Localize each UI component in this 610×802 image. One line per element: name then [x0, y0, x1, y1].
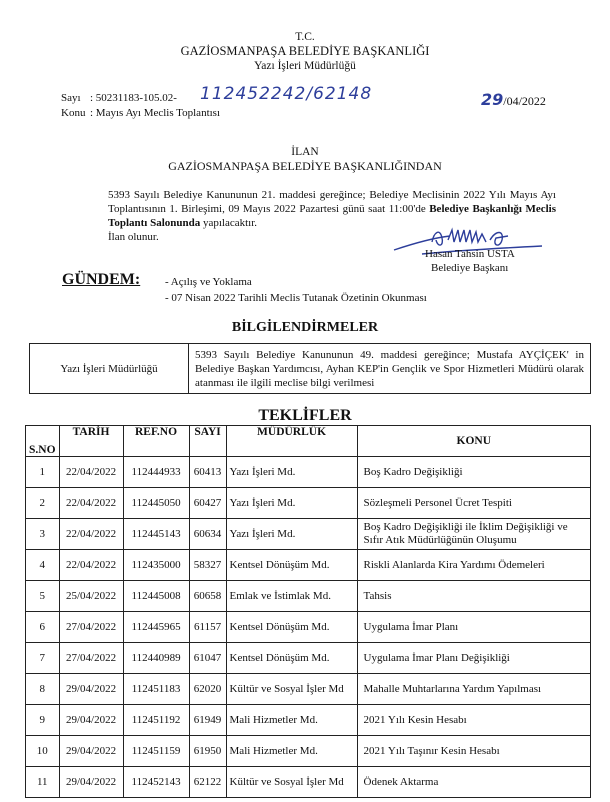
row-sno: 8 [26, 674, 60, 705]
row-konu: 2021 Yılı Taşınır Kesin Hesabı [357, 736, 590, 767]
bilgilendirmeler-table [29, 343, 591, 394]
ilan-closing: İlan olunur. [108, 231, 159, 243]
table-row [26, 488, 591, 519]
konu-label: Konu [61, 107, 86, 119]
row-refno: 112435000 [123, 550, 189, 581]
table-row [26, 767, 591, 798]
row-tarih: 29/04/2022 [59, 705, 123, 736]
row-refno: 112451183 [123, 674, 189, 705]
table-row [26, 674, 591, 705]
row-refno: 112445965 [123, 612, 189, 643]
sayi-value: : 50231183-105.02- [90, 92, 177, 104]
row-sayi: 58327 [189, 550, 226, 581]
date-handwritten-day: 29 [481, 90, 504, 109]
header-dept: Yazı İşleri Müdürlüğü [254, 60, 356, 72]
row-konu: Ödenek Aktarma [357, 767, 590, 798]
row-tarih: 29/04/2022 [59, 674, 123, 705]
row-tarih: 27/04/2022 [59, 643, 123, 674]
row-mudurluk: Mali Hizmetler Md. [226, 736, 357, 767]
gundem-label: GÜNDEM: [62, 271, 141, 288]
row-konu: Boş Kadro Değişikliği [357, 457, 590, 488]
signature-name: Hasan Tahsin USTA [425, 248, 515, 260]
row-sayi: 62122 [189, 767, 226, 798]
row-mudurluk: Kentsel Dönüşüm Md. [226, 550, 357, 581]
gundem-item-2: - 07 Nisan 2022 Tarihli Meclis Tutanak Özetinin Okunması [165, 292, 427, 304]
col-sayi: SAYI [189, 426, 226, 457]
bilgilendirme-text: 5393 Sayılı Belediye Kanununun 49. maddesi gereğince; Mustafa AYÇİÇEK' in Belediye Başkan Yardımcısı, Ayhan KEP'in Gençlik ve Spor Hizmetleri Müdürü olarak atanması ile ilgili meclise bilgi verilmesi [189, 344, 591, 394]
date-line [481, 90, 546, 109]
row-sayi: 60634 [189, 519, 226, 550]
teklifler-table [25, 425, 591, 798]
col-refno: REF.NO [123, 426, 189, 457]
table-row [26, 457, 591, 488]
col-mudurluk: MÜDÜRLÜK [226, 426, 357, 457]
table-row [26, 612, 591, 643]
ilan-subtitle: GAZİOSMANPAŞA BELEDİYE BAŞKANLIĞINDAN [168, 159, 442, 173]
teklifler-header-row [26, 426, 591, 457]
row-refno: 112445143 [123, 519, 189, 550]
row-konu: Mahalle Muhtarlarına Yardım Yapılması [357, 674, 590, 705]
row-sno: 3 [26, 519, 60, 550]
col-sno: S.NO [26, 426, 60, 457]
sayi-handwritten: 112452242/62148 [200, 84, 373, 104]
row-tarih: 29/04/2022 [59, 736, 123, 767]
gundem-item-1: - Açılış ve Yoklama [165, 276, 252, 288]
bilgilendirmeler-heading: BİLGİLENDİRMELER [231, 320, 379, 335]
row-konu: Riskli Alanlarda Kira Yardımı Ödemeleri [357, 550, 590, 581]
table-row [26, 519, 591, 550]
row-tarih: 22/04/2022 [59, 550, 123, 581]
signature-title: Belediye Başkanı [431, 262, 509, 274]
row-refno: 112444933 [123, 457, 189, 488]
row-sayi: 61047 [189, 643, 226, 674]
row-mudurluk: Yazı İşleri Md. [226, 519, 357, 550]
teklifler-heading: TEKLİFLER [258, 407, 352, 424]
row-refno: 112440989 [123, 643, 189, 674]
col-konu: KONU [357, 426, 590, 457]
row-refno: 112452143 [123, 767, 189, 798]
ilan-paragraph-b: yapılacaktır. [200, 217, 258, 229]
row-refno: 112451159 [123, 736, 189, 767]
row-sno: 2 [26, 488, 60, 519]
col-tarih: TARİH [59, 426, 123, 457]
header-org: GAZİOSMANPAŞA BELEDİYE BAŞKANLIĞI [180, 44, 430, 58]
row-sno: 7 [26, 643, 60, 674]
row-sayi: 62020 [189, 674, 226, 705]
row-sayi: 60427 [189, 488, 226, 519]
row-mudurluk: Mali Hizmetler Md. [226, 705, 357, 736]
row-sno: 10 [26, 736, 60, 767]
row-mudurluk: Kentsel Dönüşüm Md. [226, 643, 357, 674]
konu-value: : Mayıs Ayı Meclis Toplantısı [90, 107, 221, 119]
row-sayi: 61950 [189, 736, 226, 767]
bilgilendirme-dept: Yazı İşleri Müdürlüğü [30, 344, 189, 394]
bilgilendirme-row [30, 344, 591, 394]
row-sayi: 61949 [189, 705, 226, 736]
row-sayi: 60413 [189, 457, 226, 488]
header-tc: T.C. [295, 31, 315, 43]
row-sayi: 61157 [189, 612, 226, 643]
row-sno: 5 [26, 581, 60, 612]
row-sno: 11 [26, 767, 60, 798]
row-mudurluk: Yazı İşleri Md. [226, 457, 357, 488]
row-mudurluk: Emlak ve İstimlak Md. [226, 581, 357, 612]
table-row [26, 581, 591, 612]
row-refno: 112451192 [123, 705, 189, 736]
sayi-label: Sayı [61, 92, 81, 104]
row-sno: 6 [26, 612, 60, 643]
row-tarih: 29/04/2022 [59, 767, 123, 798]
row-sayi: 60658 [189, 581, 226, 612]
teklifler-body [26, 457, 591, 798]
ilan-paragraph-bold: Belediye Başkanlığı Meclis Toplantı Salonunda [108, 203, 557, 229]
row-tarih: 27/04/2022 [59, 612, 123, 643]
row-refno: 112445008 [123, 581, 189, 612]
table-row [26, 705, 591, 736]
row-mudurluk: Kültür ve Sosyal İşler Md [226, 767, 357, 798]
row-tarih: 25/04/2022 [59, 581, 123, 612]
row-konu: Boş Kadro Değişikliği ile İklim Değişikliği ve Sıfır Atık Müdürlüğünün Oluşumu [357, 519, 590, 550]
date-rest: /04/2022 [503, 94, 546, 108]
table-row [26, 736, 591, 767]
row-konu: Uygulama İmar Planı [357, 612, 590, 643]
row-mudurluk: Kültür ve Sosyal İşler Md [226, 674, 357, 705]
row-konu: 2021 Yılı Kesin Hesabı [357, 705, 590, 736]
row-konu: Sözleşmeli Personel Ücret Tespiti [357, 488, 590, 519]
row-tarih: 22/04/2022 [59, 519, 123, 550]
row-konu: Tahsis [357, 581, 590, 612]
ilan-paragraph-a: 5393 Sayılı Belediye Kanununun 21. maddesi gereğince; Belediye Meclisinin 2022 Yılı Mayıs Ayı Toplantısının 1. Birleşimi, 09 Mayıs 2022 Pazartesi günü saat 11:00'de [108, 189, 556, 215]
row-tarih: 22/04/2022 [59, 488, 123, 519]
table-row [26, 643, 591, 674]
row-sno: 1 [26, 457, 60, 488]
row-sno: 9 [26, 705, 60, 736]
row-tarih: 22/04/2022 [59, 457, 123, 488]
row-mudurluk: Kentsel Dönüşüm Md. [226, 612, 357, 643]
table-row [26, 550, 591, 581]
row-refno: 112445050 [123, 488, 189, 519]
row-konu: Uygulama İmar Planı Değişikliği [357, 643, 590, 674]
ilan-title: İLAN [291, 146, 319, 158]
row-sno: 4 [26, 550, 60, 581]
row-mudurluk: Yazı İşleri Md. [226, 488, 357, 519]
